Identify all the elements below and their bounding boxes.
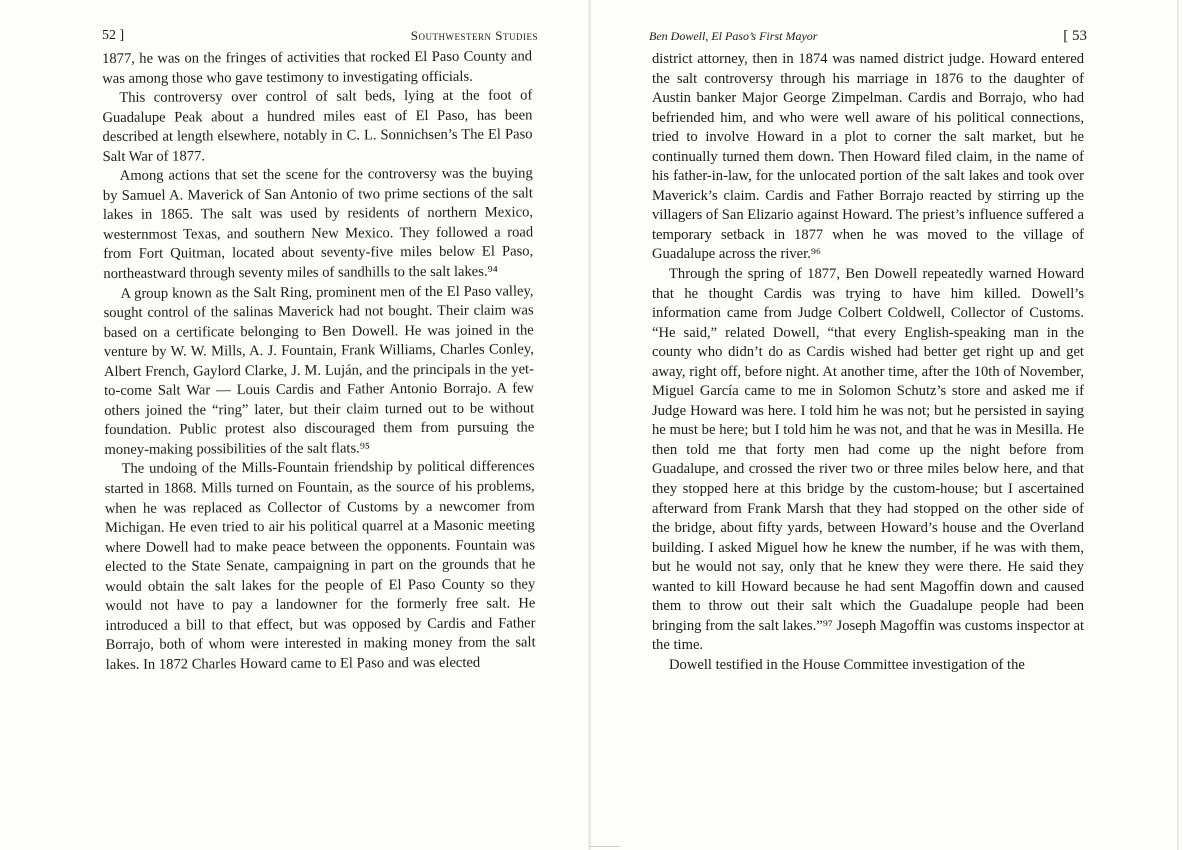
scan-edge (1177, 0, 1179, 850)
scan-mark (590, 846, 620, 847)
left-paragraph-1: 1877, he was on the fringes of activities that rocked El Paso County and was among those who gave testimony to investigating officials. (102, 48, 533, 87)
right-running-title: Ben Dowell, El Paso’s First Mayor (649, 29, 818, 43)
left-page (0, 0, 591, 850)
left-paragraph-4: A group known as the Salt Ring, prominent men of the El Paso valley, sought control of the salinas Maverick had not bought. Their claim was based on a certificate belonging to Ben Dowell. He was joined in the venture by W. W. Mills, A. J. Fountain, Frank Williams, Charles Conley, Albert French, Gaylord Clarke, J. M. Luján, and the principals in the yet-to-come Salt War — Louis Cardis and Father Antonio Borrajo. A few others joined the “ring” later, but their claim turned out to be without foundation. Public protest also discouraged them from pursuing the money-making possibilities of the salt flats.⁹⁵ (103, 282, 535, 458)
left-paragraph-2: This controversy over control of salt beds, lying at the foot of Guadalupe Peak about a hundred miles east of El Paso, has been described at length elsewhere, notably in C. L. Sonnichsen’s The El Paso Salt War of 1877. (102, 87, 533, 165)
right-paragraph-1: district attorney, then in 1874 was named district judge. Howard entered the salt controversy through his marriage in 1876 to the daughter of Austin banker Major George Zimpelman. Cardis and Borrajo, who had befriended him, and who were well aware of his political connections, tried to involve Howard in a plot to corner the salt market, but he continually turned them down. Then Howard filed claim, in the name of his father-in-law, for the unlocated portion of the salt lakes and took over Maverick’s claim. Cardis and Father Borrajo reacted by stirring up the villagers of San Elizario against Howard. The priest’s influence suffered a temporary setback in 1877 when he was moved to the village of Guadalupe across the river.⁹⁶ (652, 51, 1084, 263)
left-paragraph-5: The undoing of the Mills-Fountain friendship by political differences started in 1868. Mills turned on Fountain, as the source of his problems, when he was replaced as Collector of Customs by a newcomer from Michigan. He even tried to air his political quarrel at a Masonic meeting where Dowell had to make peace between the opponents. Fountain was elected to the State Senate, campaigning in part on the grounds that he would obtain the salt lakes for the people of El Paso County so they would not have to pay a landowner for the formerly free salt. He introduced a bill to that effect, but was opposed by Cardis and Father Borrajo, both of whom were interested in making money from the salt lakes. In 1872 Charles Howard came to El Paso and was elected (104, 458, 536, 673)
right-paragraph-2: Through the spring of 1877, Ben Dowell repeatedly warned Howard that he thought Cardis was trying to have him killed. Dowell’s information came from Judge Colbert Coldwell, Collector of Customs. “He said,” related Dowell, “that every English-speaking man in the county who didn’t do as Cardis wished had better get right up and get away, right off, before night. At another time, after the 10th of November, Miguel García came to me in Solomon Schutz’s store and asked me if Judge Howard was here. I told him he was not; but he persisted in saying he must be here; but I told him he was not, and that he was in Mesilla. He then told me that forty men had come up the night before from Guadalupe, and crossed the river two or three miles below here, and that they stopped here at this bridge by the custom-house; but I ascertained afterward from Frank Marsh that they had stopped on the other side of the bridge, about fifty yards, between Howard’s house and the Overland building. I asked Miguel how he knew the number, if he was with them, but he would not say, only that he knew they were there. He said they wanted to kill Howard because he had sent Magoffin down and caused them to throw out their salt which the Guadalupe people had been bringing from the salt lakes.”⁹⁷ Joseph Magoffin was customs inspector at the time. (652, 266, 1084, 654)
right-paragraph-3: Dowell testified in the House Committee investigation of the (669, 656, 1025, 673)
left-running-title: Southwestern Studies (410, 28, 538, 43)
right-page (591, 0, 1183, 850)
left-page-number: 52 ] (102, 28, 125, 43)
right-text-block (652, 50, 1084, 676)
left-text-block (102, 47, 536, 675)
left-paragraph-3: Among actions that set the scene for the controversy was the buying by Samuel A. Maverick of San Antonio of two prime sections of the salt lakes in 1865. The salt was used by residents of northern Mexico, westernmost Texas, and southern New Mexico. They followed a road from Fort Quitman, located about seventy-five miles below El Paso, northeastward through seventy miles of sandhills to the salt lakes.⁹⁴ (102, 165, 534, 283)
right-page-number: [ 53 (1063, 28, 1087, 44)
